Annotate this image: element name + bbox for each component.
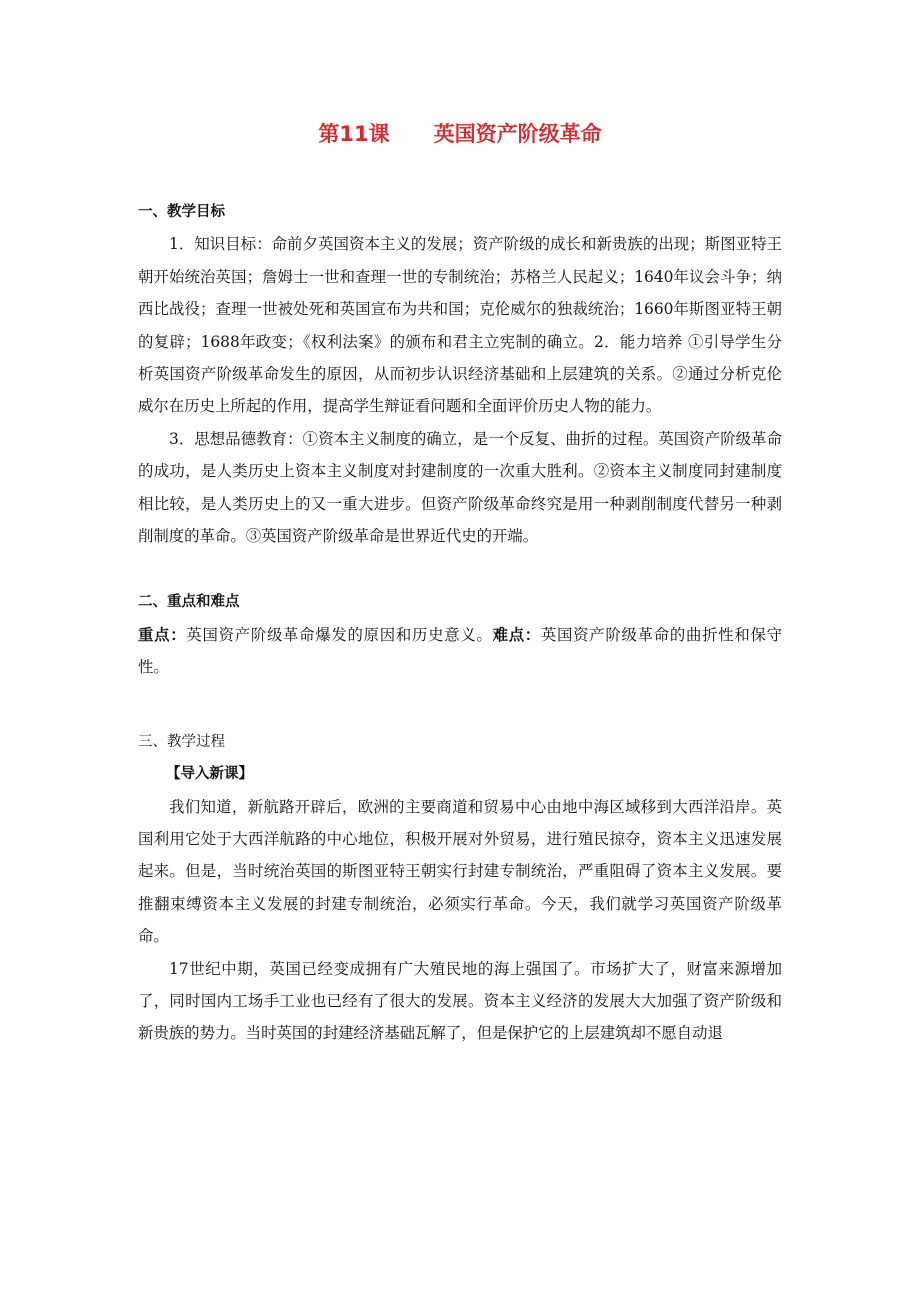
spacer xyxy=(138,684,782,726)
page-title xyxy=(0,118,920,148)
section-heading-key-points: 二、重点和难点 xyxy=(138,594,240,611)
objectives-paragraph-1: 1．知识目标：命前夕英国资本主义的发展；资产阶级的成长和新贵族的出现；斯图亚特王朝开始统治英国；詹姆士一世和查理一世的专制统治；苏格兰人民起义；1640年议会斗争；纳西比战役；查理一世被处死和英国宣布为共和国；克伦威尔的独裁统治；1660年斯图亚特王朝的复辟；1688年政变；《权利法案》的颁布和君主立宪制的确立。2．能力培养 ①引导学生分析英国资产阶级革命发生的原因，从而初步认识经济基础和上层建筑的关系。②通过分析克伦威尔在历史上所起的作用，提高学生辩证看问题和全面评价历史人物的能力。 xyxy=(138,235,782,416)
difficulty-text: 英国资产阶级革命的曲折性和保守性。 xyxy=(138,625,782,677)
subheading-intro: 【导入新课】 xyxy=(166,766,253,783)
section-heading-objectives: 一、教学目标 xyxy=(138,204,225,220)
key-point-label: 重点： xyxy=(138,625,187,644)
section-heading-process: 三、教学过程 xyxy=(138,733,225,750)
lesson-number: 第11课 xyxy=(318,122,390,146)
key-point-text: 英国资产阶级革命爆发的原因和历史意义。 xyxy=(186,625,493,644)
process-paragraph-2: 17世纪中期，英国已经变成拥有广大殖民地的海上强国了。市场扩大了，财富来源增加了，同时国内工场手工业也已经有了很大的发展。资本主义经济的发展大大加强了资产阶级和新贵族的势力。当时英国的封建经济基础瓦解了，但是保护它的上层建筑却不愿自动退 xyxy=(138,959,782,1043)
process-paragraph-1: 我们知道，新航路开辟后，欧洲的主要商道和贸易中心由地中海区域移到大西洋沿岸。英国利用它处于大西洋航路的中心地位，积极开展对外贸易，进行殖民掠夺，资本主义迅速发展起来。但是，当时统治英国的斯图亚特王朝实行封建专制统治，严重阻碍了资本主义发展。要推翻束缚资本主义发展的封建专制统治，必须实行革命。今天，我们就学习英国资产阶级革命。 xyxy=(138,797,782,946)
difficulty-label: 难点： xyxy=(492,625,541,644)
spacer xyxy=(138,552,782,586)
lesson-topic: 英国资产阶级革命 xyxy=(433,122,602,146)
key-points-paragraph xyxy=(138,619,782,684)
document-body xyxy=(138,196,782,1050)
objectives-paragraph-2: 3．思想品德教育：①资本主义制度的确立，是一个反复、曲折的过程。英国资产阶级革命的成功，是人类历史上资本主义制度对封建制度的一次重大胜利。②资本主义制度同封建制度相比较，是人类历史上的又一重大进步。但资产阶级革命终究是用一种剥削制度代替另一种剥削制度的革命。③英国资产阶级革命是世界近代史的开端。 xyxy=(138,429,782,546)
